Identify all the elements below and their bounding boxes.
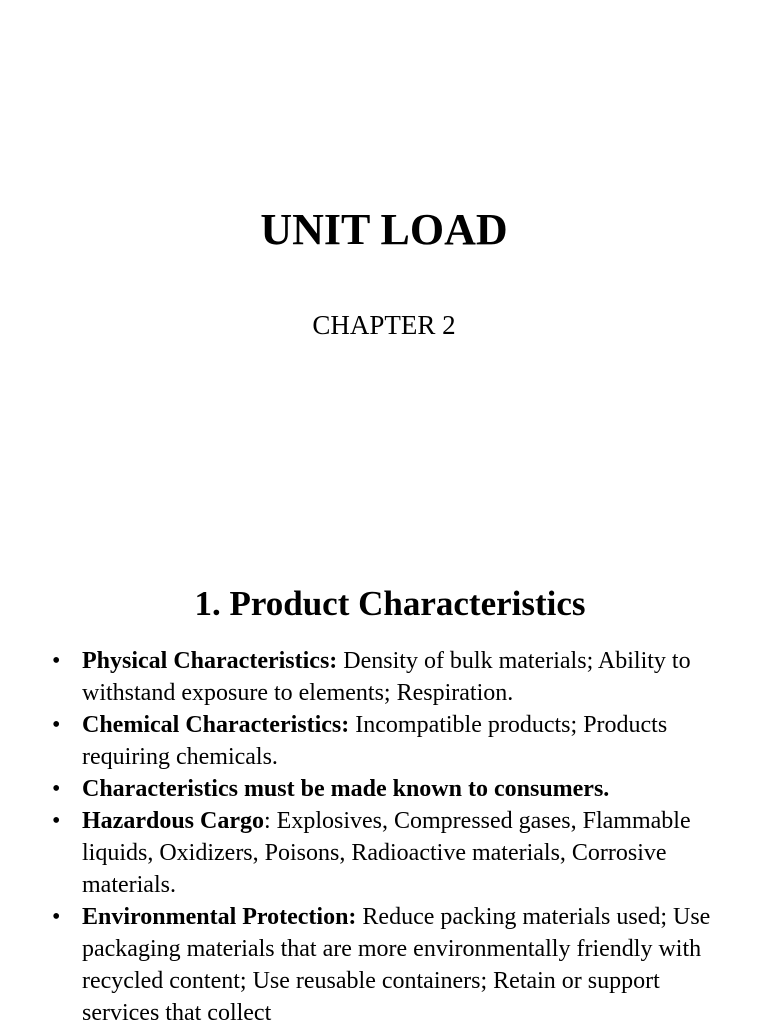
- content-section: [0, 580, 768, 1029]
- section-heading: 1. Product Characteristics: [194, 584, 586, 623]
- bullet-item-environmental: [0, 901, 768, 1029]
- bullet-list: [0, 645, 768, 1029]
- bullet-text: Density of bulk materials; Ability to withstand exposure to elements; Respiration.: [82, 648, 691, 706]
- bullet-text: Reduce packing materials used; Use packaging materials that are more environmentally friendly with recycled content; Use reusable containers; Retain or support services that collect: [82, 904, 711, 1026]
- bullet-dot-icon: •: [52, 648, 61, 674]
- bullet-dot-icon: •: [52, 808, 61, 834]
- bullet-label: Characteristics must be made known to consumers.: [82, 776, 610, 802]
- bullet-label: Hazardous Cargo: [82, 808, 264, 834]
- bullet-dot-icon: •: [52, 712, 61, 738]
- bullet-label: Physical Characteristics:: [82, 648, 338, 674]
- bullet-item-physical: [0, 645, 768, 709]
- bullet-dot-icon: •: [52, 776, 61, 802]
- bullet-text: Incompatible products; Products requiring chemicals.: [82, 712, 668, 770]
- bullet-item-consumers: [0, 773, 768, 805]
- page-title: UNIT LOAD: [260, 205, 508, 254]
- bullet-label: Chemical Characteristics:: [82, 712, 350, 738]
- bullet-dot-icon: •: [52, 904, 61, 930]
- bullet-text: : Explosives, Compressed gases, Flammable liquids, Oxidizers, Poisons, Radioactive materials, Corrosive materials.: [82, 808, 691, 898]
- bullet-item-chemical: [0, 709, 768, 773]
- bullet-label: Environmental Protection:: [82, 904, 357, 930]
- chapter-subtitle: CHAPTER 2: [312, 310, 456, 340]
- bullet-item-hazardous: [0, 805, 768, 901]
